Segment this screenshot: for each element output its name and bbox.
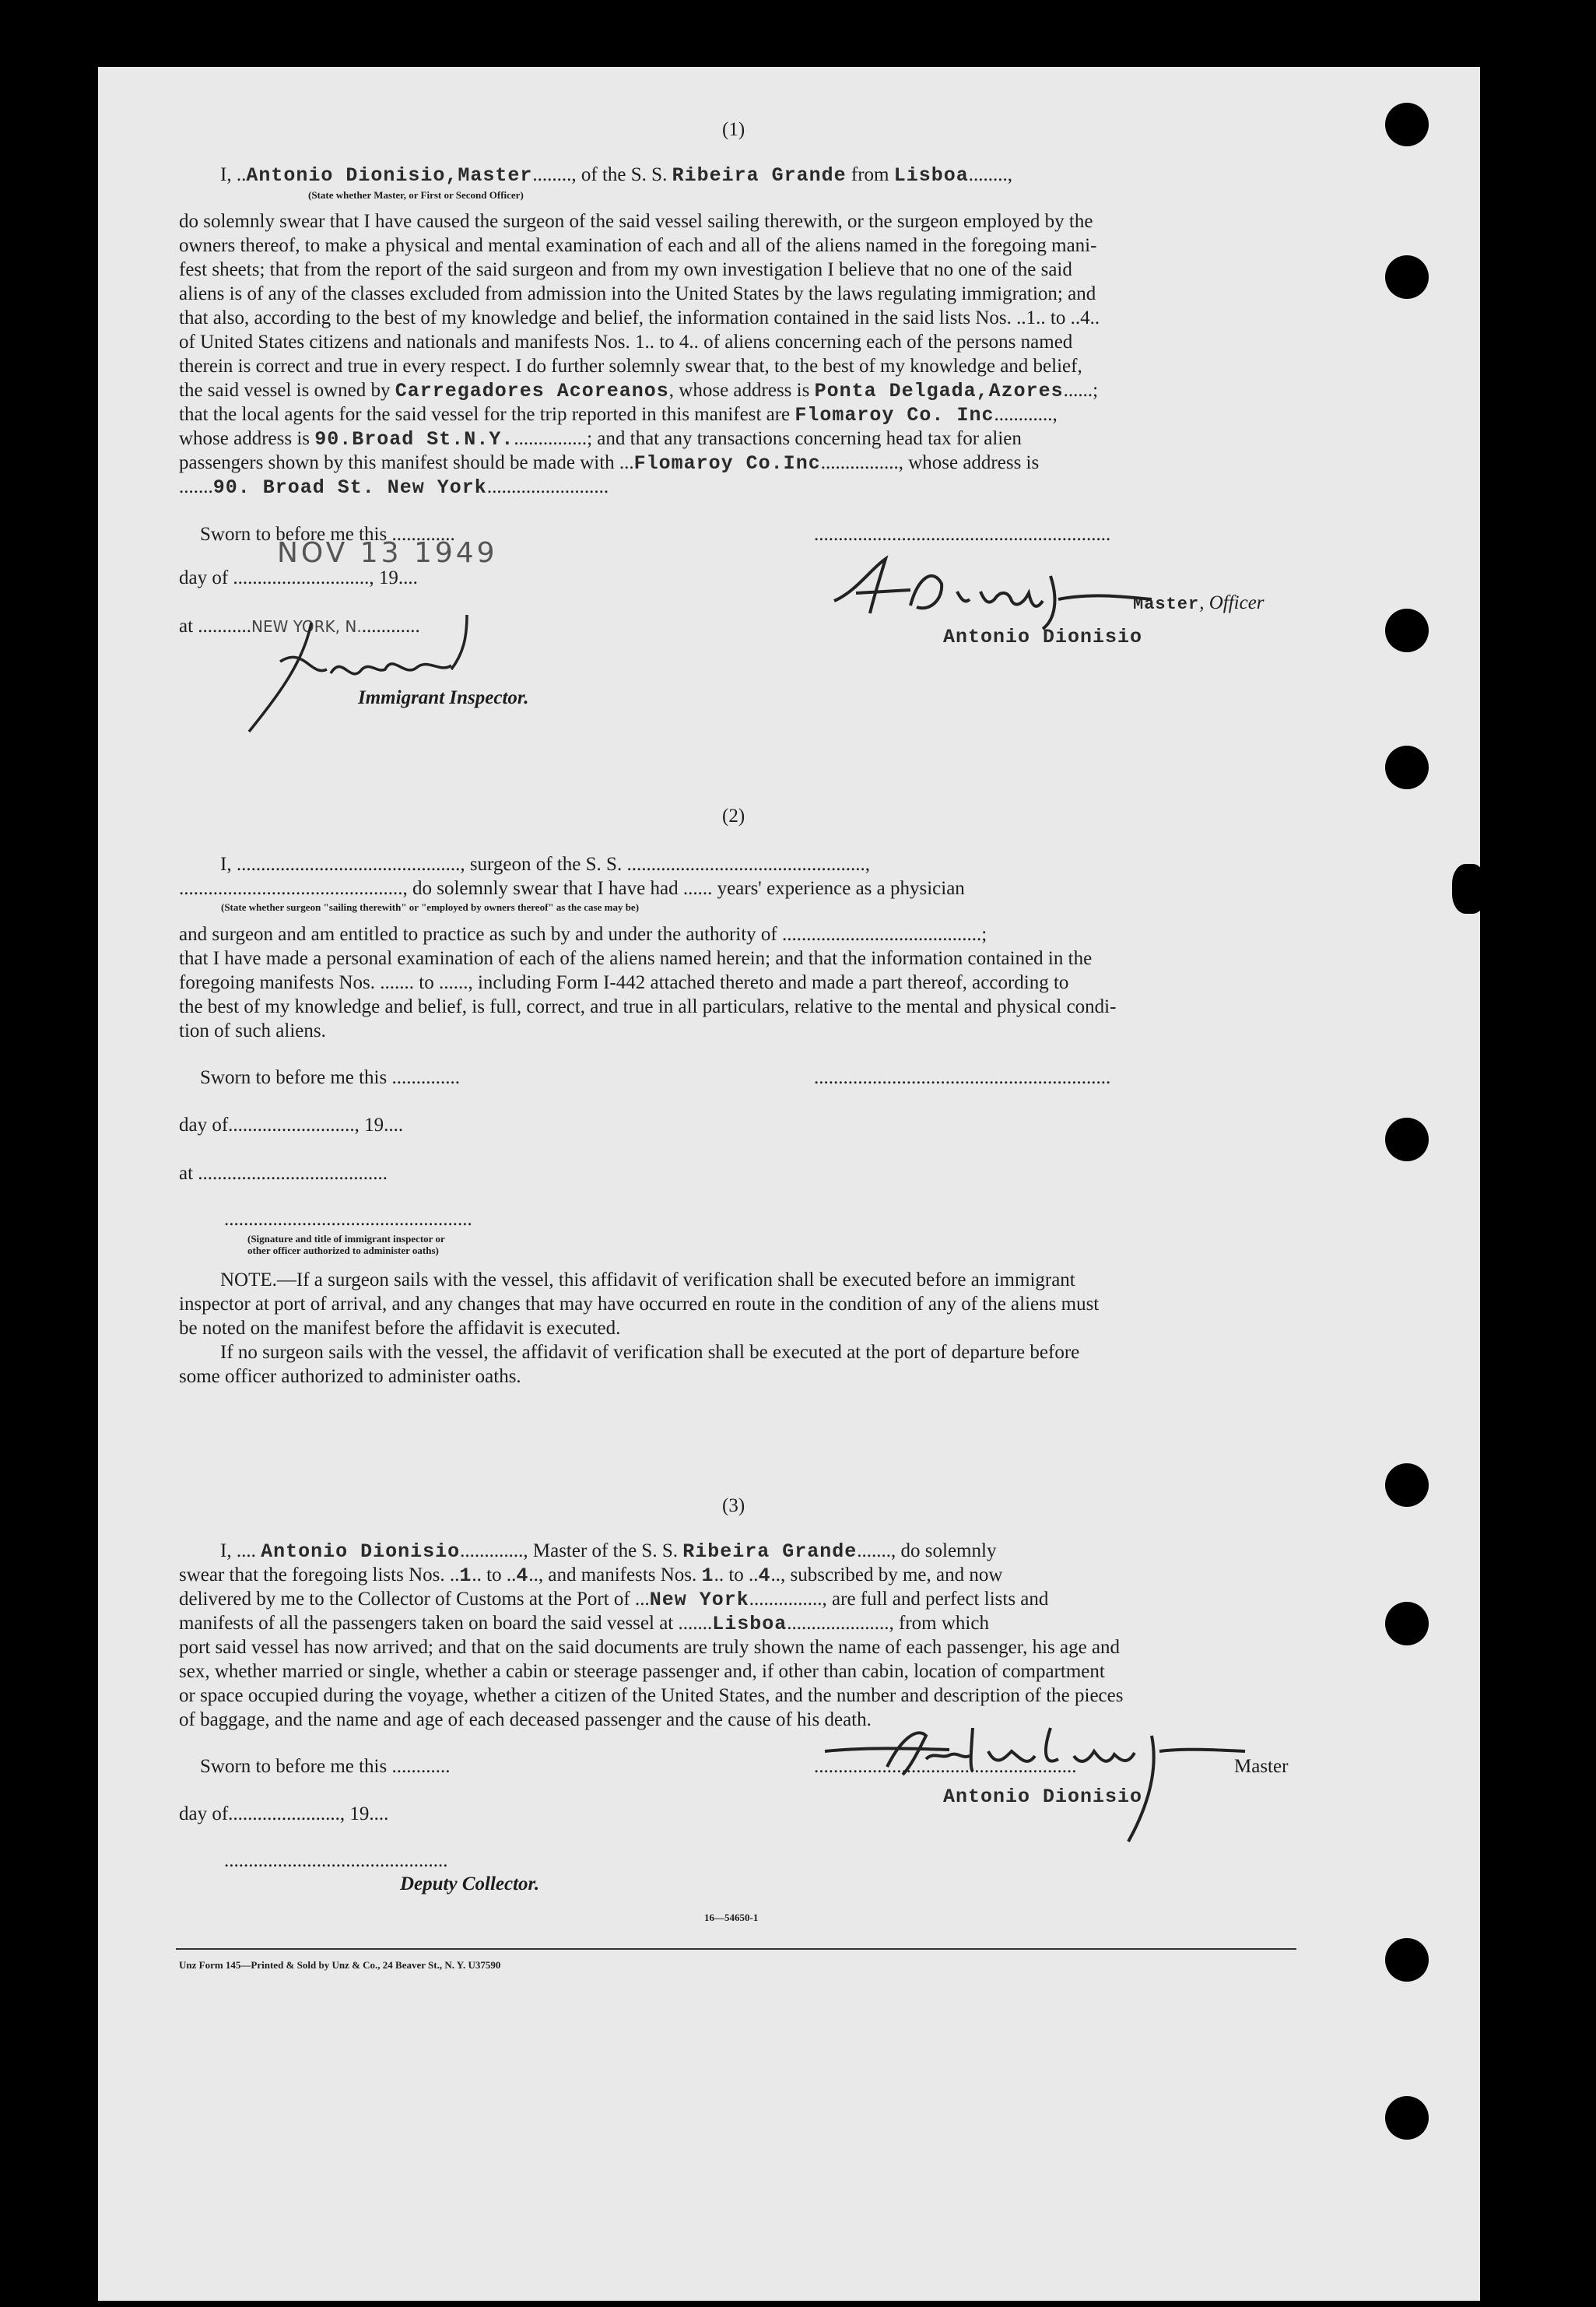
deputy-label: Deputy Collector. — [400, 1873, 540, 1894]
sig-note: other officer authorized to administer oaths) — [247, 1245, 439, 1256]
footer-rule — [176, 1948, 1296, 1950]
arrival-port: New York — [649, 1589, 749, 1611]
master-sig-dots: ............................................................. — [814, 524, 1111, 545]
agents-address: 90.Broad St.N.Y. — [314, 428, 514, 451]
sig-line: ................................................... — [224, 1209, 472, 1230]
surgeon-text-line: tion of such aliens. — [179, 1020, 326, 1041]
section-number: (2) — [722, 806, 745, 827]
printer-imprint: Unz Form 145—Printed & Sold by Unz & Co., 24 Beaver St., N. Y. U37590 — [179, 1959, 501, 1971]
vessel-name: Ribeira Grande — [682, 1540, 858, 1563]
master-label: Master, Officer — [1133, 592, 1265, 614]
surgeon-line: .............................................., do solemnly swear that I have had ...... years' experience as a physician — [179, 878, 965, 899]
sig-line: .............................................. — [224, 1850, 448, 1871]
note-line: inspector at port of arrival, and any changes that may have occurred en route in the condition of any of the aliens must — [179, 1294, 1100, 1315]
headtax-address-line: .......90. Broad St. New York......................... — [179, 476, 609, 499]
sworn-label: Sworn to before me this ............. — [200, 524, 455, 545]
headtax-line: passengers shown by this manifest should be made with ...Flomaroy Co.Inc................, whose address is — [179, 452, 1040, 475]
punch-hole — [1385, 255, 1429, 299]
at-line: at ...........NEW YORK, N............. — [179, 616, 420, 637]
note-line: some officer authorized to administer oaths. — [179, 1366, 521, 1387]
day-line: day of......................., 19.... — [179, 1803, 389, 1824]
punch-hole — [1385, 746, 1429, 789]
agents-line: that the local agents for the said vessel for the trip reported in this manifest are Flomaroy Co. Inc............, — [179, 404, 1058, 427]
from-port: Lisboa — [893, 164, 969, 187]
surgeon-text-line: the best of my knowledge and belief, is full, correct, and true in all particulars, relative to the mental and physical condi- — [179, 996, 1117, 1017]
delivery-line: delivered by me to the Collector of Customs at the Port of ...New York..............., are full and perfect lists and — [179, 1589, 1049, 1611]
delivery-text-line: of baggage, and the name and age of each deceased passenger and the cause of his death. — [179, 1709, 872, 1730]
vessel-name: Ribeira Grande — [672, 164, 847, 187]
punch-hole — [1385, 1118, 1429, 1161]
master-sig-dots: ...................................................... — [814, 1756, 1077, 1777]
delivery-line: swear that the foregoing lists Nos. ..1.. to ..4.., and manifests Nos. 1.. to ..4.., subscribed by me, and now — [179, 1564, 1003, 1587]
agents-address-line: whose address is 90.Broad St.N.Y................; and that any transactions concerning head tax for alien — [179, 428, 1022, 451]
master-signature — [817, 1705, 1253, 1845]
form-code: 16—54650-1 — [704, 1912, 759, 1923]
master-name-typed: Antonio Dionisio,Master — [246, 164, 533, 187]
section-number: (1) — [722, 119, 745, 140]
punch-hole — [1385, 609, 1429, 652]
agents-name: Flomaroy Co. Inc — [794, 404, 994, 427]
note-line: be noted on the manifest before the affidavit is executed. — [179, 1318, 621, 1339]
surgeon-line: I, .............................................., surgeon of the S. S. ................................................., — [220, 854, 870, 875]
oath-text-line: that also, according to the best of my knowledge and belief, the information contained in the said lists Nos. ..1.. to ..4.. — [179, 307, 1100, 328]
headtax-company: Flomaroy Co.Inc — [633, 452, 821, 475]
note-line: If no surgeon sails with the vessel, the affidavit of verification shall be executed at the port of departure before — [220, 1342, 1080, 1363]
at-line: at ....................................... — [179, 1163, 388, 1184]
sworn-label: Sworn to before me this .............. — [200, 1067, 460, 1088]
master-name: Antonio Dionisio — [261, 1540, 461, 1563]
headtax-address: 90. Broad St. New York — [212, 476, 487, 499]
date-stamp: NOV 13 1949 — [277, 537, 498, 569]
surgeon-text-line: and surgeon and am entitled to practice as such by and under the authority of .........................................; — [179, 924, 987, 945]
punch-hole — [1385, 1602, 1429, 1645]
inspector-signature — [233, 599, 529, 739]
state-note: (State whether surgeon "sailing therewith" or "employed by owners thereof" as the case may be) — [221, 901, 640, 913]
delivery-text-line: port said vessel has now arrived; and that on the said documents are truly shown the name of each passenger, his age and — [179, 1637, 1121, 1658]
delivery-text-line: or space occupied during the voyage, whether a citizen of the United States, and the number and description of the pieces — [179, 1685, 1124, 1706]
delivery-line: I, .... Antonio Dionisio............., Master of the S. S. Ribeira Grande......., do solemnly — [220, 1540, 997, 1563]
oath-text-line: aliens is of any of the classes excluded from admission into the United States by the laws regulating immigration; and — [179, 283, 1096, 304]
signer-typed: Antonio Dionisio — [943, 626, 1143, 648]
owner-address: Ponta Delgada,Azores — [814, 380, 1064, 402]
oath-text-line: fest sheets; that from the report of the said surgeon and from my own investigation I believe that no one of the said — [179, 259, 1072, 280]
surgeon-text-line: foregoing manifests Nos. ....... to ......, including Form I-442 attached thereto and made a part thereof, according to — [179, 972, 1069, 993]
oath-text-line: therein is correct and true in every respect. I do further solemnly swear that, to the best of my knowledge and belief, — [179, 356, 1082, 377]
master-signature — [825, 545, 1175, 630]
state-note: (State whether Master, or First or Second Officer) — [308, 189, 524, 201]
oath-text-line: of United States citizens and nationals and manifests Nos. 1.. to 4.. of aliens concerning each of the persons named — [179, 332, 1073, 353]
delivery-text-line: sex, whether married or single, whether a cabin or steerage passenger and, if other than cabin, location of compartment — [179, 1661, 1105, 1682]
punch-hole — [1385, 2096, 1429, 2140]
inspector-label: Immigrant Inspector. — [358, 687, 529, 708]
oath-text-line: do solemnly swear that I have caused the surgeon of the said vessel sailing therewith, or the surgeon employed by the — [179, 211, 1093, 232]
section-number: (3) — [722, 1495, 745, 1516]
punch-hole — [1385, 103, 1429, 146]
at-place-stamp: NEW YORK, N. — [251, 617, 362, 636]
surgeon-sig-dots: ............................................................. — [814, 1067, 1111, 1088]
sig-note: (Signature and title of immigrant inspector or — [247, 1233, 445, 1245]
punch-hole — [1385, 1463, 1429, 1507]
owner-line: the said vessel is owned by Carregadores Acoreanos, whose address is Ponta Delgada,Azores......; — [179, 380, 1099, 402]
oath-text-line: owners thereof, to make a physical and mental examination of each and all of the aliens named in the foregoing mani- — [179, 235, 1097, 256]
oath-line: I, ..Antonio Dionisio,Master........, of the S. S. Ribeira Grande from Lisboa........, — [220, 164, 1012, 187]
surgeon-text-line: that I have made a personal examination of each of the aliens named herein; and that the information contained in the — [179, 948, 1093, 969]
delivery-line: manifests of all the passengers taken on board the said vessel at .......Lisboa....................., from which — [179, 1613, 989, 1635]
day-line: day of ............................, 19.... — [179, 567, 418, 588]
owner-name: Carregadores Acoreanos — [395, 380, 669, 402]
signer-typed: Antonio Dionisio — [943, 1786, 1143, 1808]
boarding-port: Lisboa — [712, 1613, 787, 1635]
master-label: Master — [1234, 1756, 1289, 1777]
punch-hole — [1452, 864, 1486, 914]
punch-hole — [1385, 1938, 1429, 1982]
sworn-label: Sworn to before me this ............ — [200, 1756, 451, 1777]
note-line: NOTE.—If a surgeon sails with the vessel, this affidavit of verification shall be executed before an immigrant — [220, 1269, 1075, 1290]
day-line: day of.........................., 19.... — [179, 1115, 404, 1136]
